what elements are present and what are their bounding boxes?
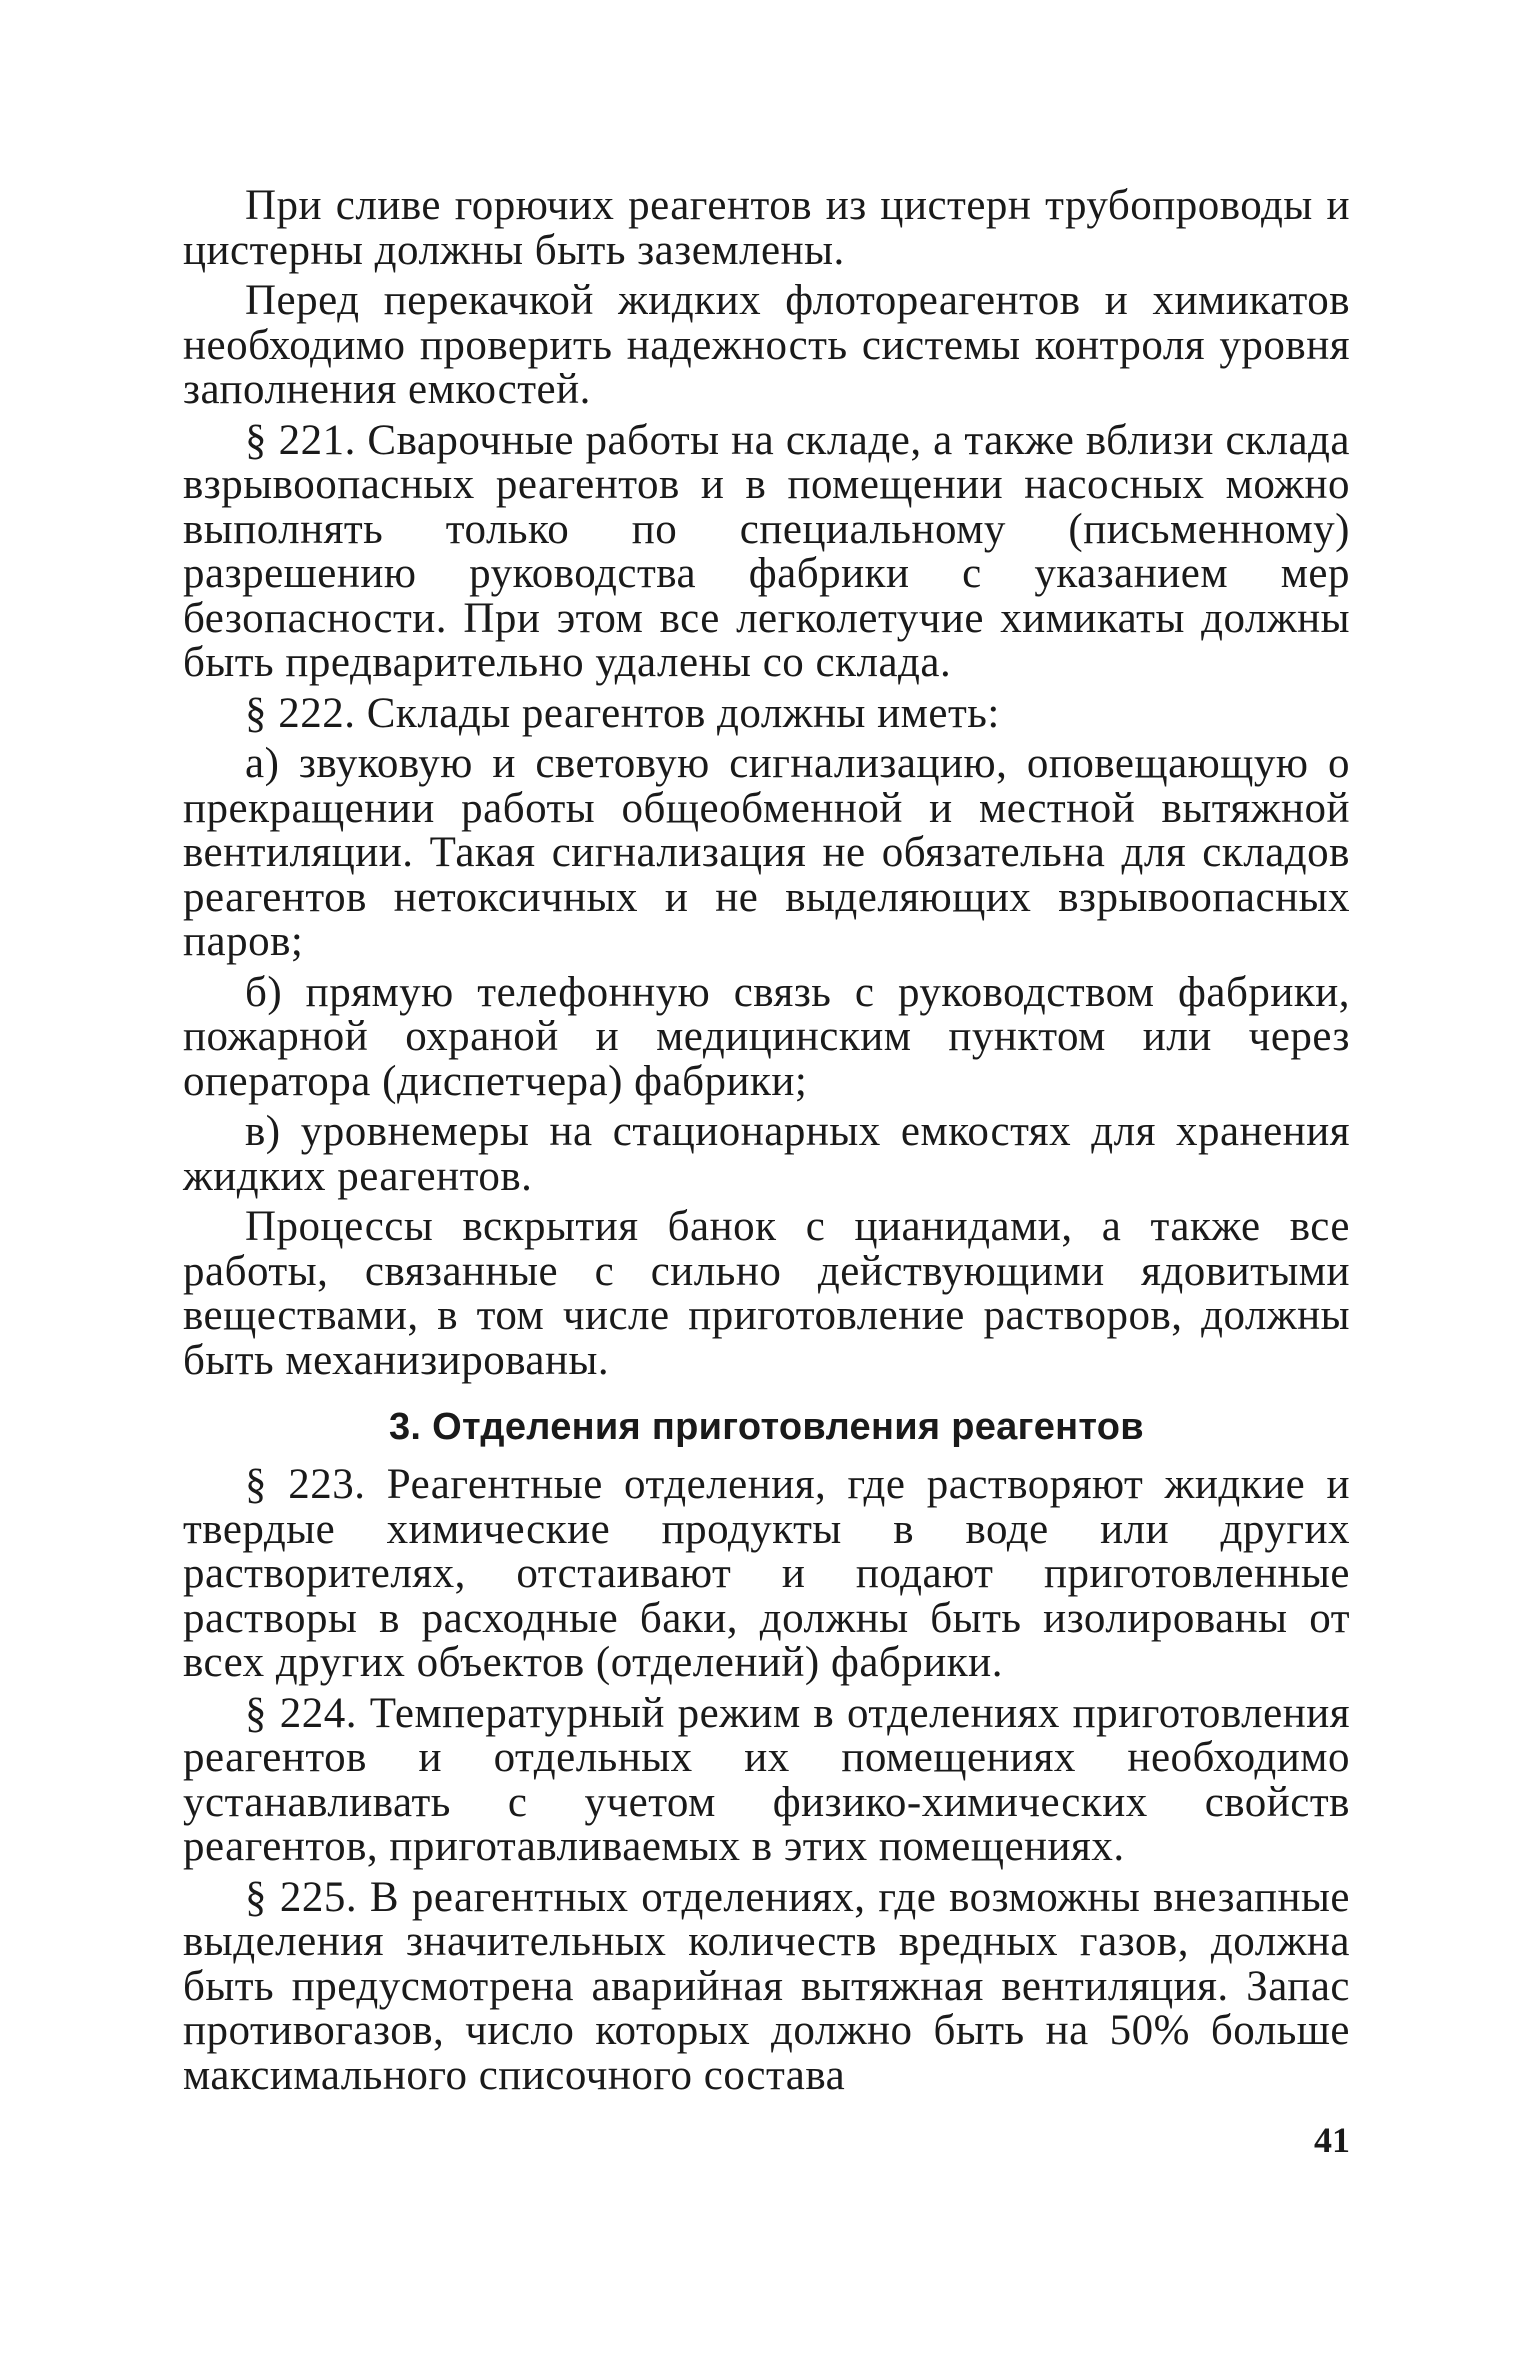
paragraph-section-224: § 224. Температурный режим в отделениях приготовления реагентов и отдельных их помещениях необходимо устанавливать с учетом физико-химических свойств реагентов, приготавливаемых в этих помещениях.: [183, 1689, 1350, 1870]
paragraph-drain-grounding: При сливе горючих реагентов из цистерн трубопроводы и цистерны должны быть заземлены.: [183, 182, 1350, 274]
list-item-a: а) звуковую и световую сигнализацию, оповещающую о прекращении работы общеобменной и местной вытяжной вентиляции. Такая сигнализация не обязательна для складов реагентов нетоксичных и не выделяющих взрывоопасных паров;: [183, 740, 1350, 965]
paragraph-section-225: § 225. В реагентных отделениях, где возможны внезапные выделения значительных количеств вредных газов, должна быть предусмотрена аварийная вытяжная вентиляция. Запас противогазов, число которых должно быть на 50% больше максимального списочного состава: [183, 1873, 1350, 2099]
paragraph-cyanide-processes: Процессы вскрытия банок с цианидами, а также все работы, связанные с сильно действующими ядовитыми веществами, в том числе приготовление растворов, должны быть механизированы.: [183, 1203, 1350, 1384]
list-item-c: в) уровнемеры на стационарных емкостях для хранения жидких реагентов.: [183, 1108, 1350, 1200]
list-item-b: б) прямую телефонную связь с руководством фабрики, пожарной охраной и медицинским пунктом или через оператора (диспетчера) фабрики;: [183, 968, 1350, 1105]
paragraph-section-221: § 221. Сварочные работы на складе, а также вблизи склада взрывоопасных реагентов и в помещении насосных можно выполнять только по специальному (письменному) разрешению руководства фабрики с указанием мер безопасности. При этом все легколетучие химикаты должны быть предварительно удалены со склада.: [183, 416, 1350, 686]
paragraph-section-222: § 222. Склады реагентов должны иметь:: [245, 689, 1000, 737]
paragraph-section-223: § 223. Реагентные отделения, где растворяют жидкие и твердые химические продукты в воде или других растворителях, отстаивают и подают приготовленные растворы в расходные баки, должны быть изолированы от всех других объектов (отделений) фабрики.: [183, 1461, 1350, 1686]
paragraph-pumping-check: Перед перекачкой жидких флотореагентов и химикатов необходимо проверить надежность системы контроля уровня заполнения емкостей.: [183, 277, 1350, 413]
page-number: 41: [1314, 2120, 1350, 2160]
section-heading: 3. Отделения приготовления реагентов: [389, 1406, 1144, 1448]
text-column: [183, 184, 1350, 2104]
